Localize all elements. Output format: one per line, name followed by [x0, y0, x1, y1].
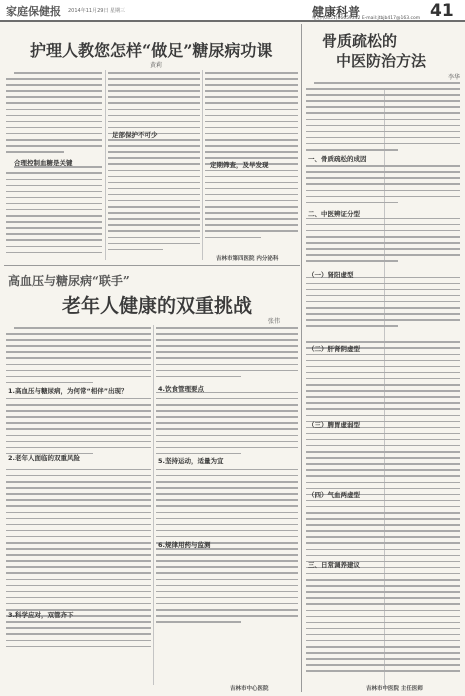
article-body — [6, 327, 151, 687]
article-subhead: （四）气血两虚型 — [308, 491, 360, 499]
article-subhead: 二、中医辨证分型 — [308, 210, 360, 218]
column-divider — [105, 70, 106, 260]
article-credit: 吉林市中心医院 — [230, 686, 269, 692]
article-headline: 中医防治方法 — [336, 52, 427, 70]
article-body — [156, 327, 298, 677]
article-subhead: 4.饮食管理要点 — [158, 385, 204, 393]
article-byline: 张伟 — [268, 318, 281, 325]
article-kicker: 高血压与糖尿病“联手” — [8, 274, 130, 288]
article-credit: 吉林市中医院 主任医师 — [366, 686, 423, 692]
page-number: 41 — [430, 1, 454, 21]
article-headline: 护理人教您怎样“做足”糖尿病功课 — [30, 41, 273, 60]
article-subhead: 一、骨质疏松的成因 — [308, 155, 367, 163]
article-subhead: （三）脾胃虚弱型 — [308, 421, 360, 429]
article-body — [108, 72, 200, 260]
article-subhead: 6.规律用药与监测 — [158, 541, 211, 549]
article-credit: 吉林市第四医院 内分泌科 — [216, 256, 279, 262]
article-body — [306, 82, 460, 687]
article-subhead: 定期筛查，及早发现 — [210, 161, 269, 169]
section-divider — [4, 265, 300, 266]
article-subhead: （一）肾阳虚型 — [308, 271, 354, 279]
article-subhead: 3.科学应对，双管齐下 — [8, 611, 74, 619]
article-subhead: 2.老年人面临的双重风险 — [8, 454, 80, 462]
article-subhead: 5.坚持运动，适量为宜 — [158, 457, 224, 465]
article-byline: 黄莉 — [150, 62, 163, 69]
column-divider — [202, 70, 203, 260]
article-subhead: 足部保护不可少 — [112, 131, 158, 139]
page-section-title: 健康科普 — [312, 5, 361, 19]
contact-info: 电话:(0451)86659342 E-mail:jtbjb417@163.com — [312, 16, 421, 21]
article-subhead: （二）肝肾阴虚型 — [308, 345, 360, 353]
issue-date: 2014年11月29日 星期三 — [68, 8, 126, 14]
article-headline: 骨质疏松的 — [322, 32, 398, 50]
column-divider — [301, 24, 302, 692]
article-subhead: 1.高血压与糖尿病，为何常“相伴”出现？ — [8, 387, 128, 395]
masthead — [0, 0, 465, 22]
article-subhead: 合理控制血糖是关键 — [14, 159, 73, 167]
column-divider — [153, 325, 154, 685]
article-subhead: 三、日常调养建议 — [308, 561, 360, 569]
section-title: 家庭保健报 — [6, 5, 61, 18]
article-byline: 李华 — [448, 74, 461, 81]
article-headline: 老年人健康的双重挑战 — [62, 295, 253, 317]
